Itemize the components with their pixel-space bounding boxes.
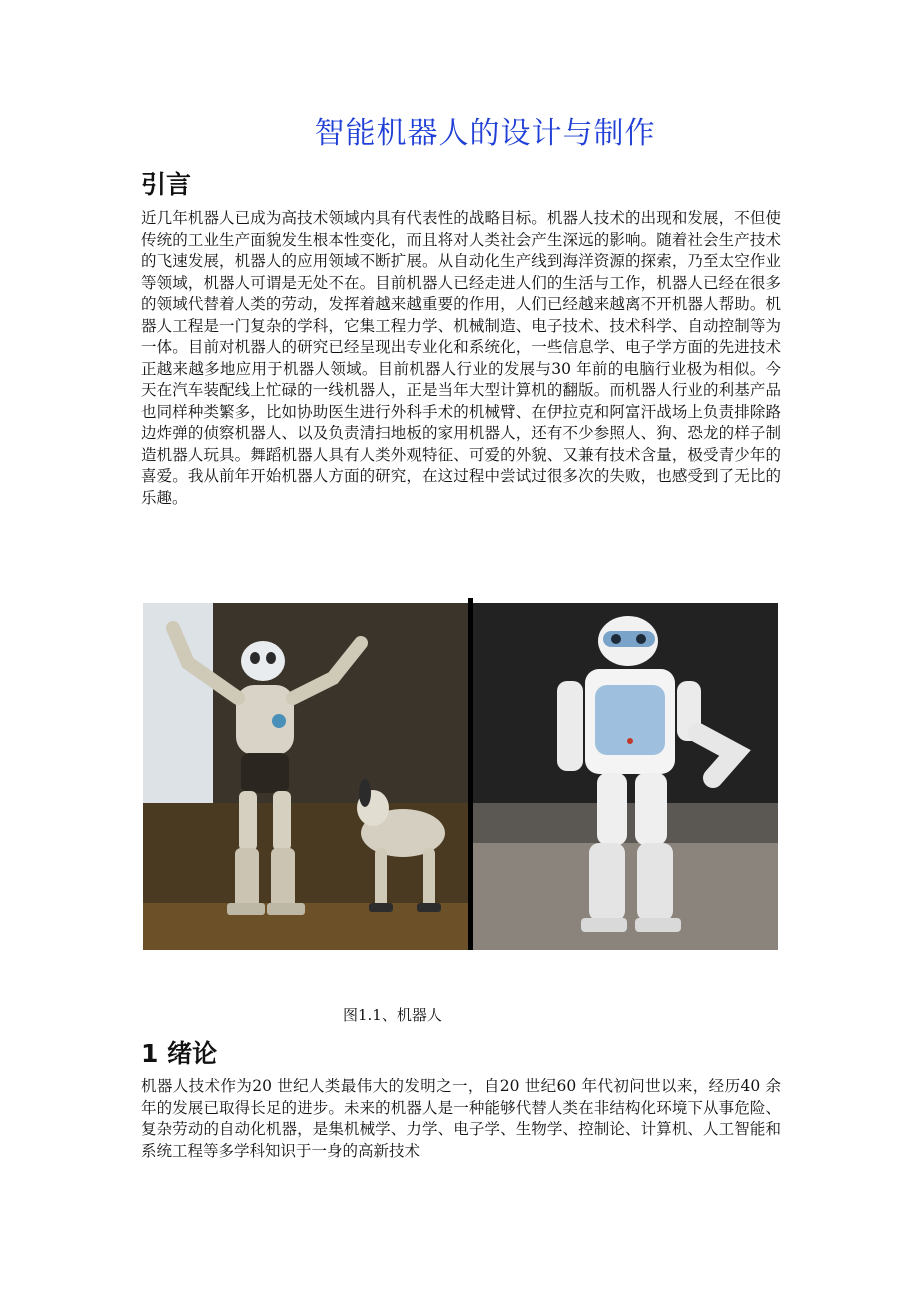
intro-paragraph: 近几年机器人已成为高技术领域内具有代表性的战略目标。机器人技术的出现和发展，不但使传统的工业生产面貌发生根本性变化，而且将对人类社会产生深远的影响。随着社会生产技术的飞速发展，机器人的应用领域不断扩展。从自动化生产线到海洋资源的探索，乃至太空作业等领域，机器人可谓是无处不在。目前机器人已经走进人们的生活与工作，机器人已经在很多的领域代替着人类的劳动，发挥着越来越重要的作用，人们已经越来越离不开机器人帮助。机器人工程是一门复杂的学科，它集工程力学、机械制造、电子技术、技术科学、自动控制等为一体。目前对机器人的研究已经呈现出专业化和系统化，一些信息学、电子学方面的先进技术正越来越多地应用于机器人领域。目前机器人行业的发展与30 年前的电脑行业极为相似。今天在汽车装配线上忙碌的一线机器人，正是当年大型计算机的翻版。而机器人行业的利基产品也同样种类繁多，比如协助医生进行外科手术的机械臂、在伊拉克和阿富汗战场上负责排除路边炸弹的侦察机器人、以及负责清扫地板的家用机器人，还有不少参照人、狗、恐龙的样子制造机器人玩具。舞蹈机器人具有人类外观特征、可爱的外貌、又兼有技术含量，极受青少年的喜爱。我从前年开始机器人方面的研究，在这过程中尝试过很多次的失败，也感受到了无比的乐趣。	[141, 209, 781, 507]
robot-photo-figure	[143, 598, 778, 950]
section-heading-introduction: 1 绪论	[141, 1039, 218, 1068]
humanoid-robot-photo	[473, 603, 778, 950]
section-heading-intro: 引言	[141, 170, 192, 199]
introduction-paragraph: 机器人技术作为20 世纪人类最伟大的发明之一，自20 世纪60 年代初问世以来，经历40 余年的发展已取得长足的进步。未来的机器人是一种能够代替人类在非结构化环境下从事危险、复杂劳动的自动化机器，是集机械学、力学、电子学、生物学、控制论、计算机、人工智能和系统工程等多学科知识于一身的高新技术	[141, 1077, 781, 1160]
dancing-robot-photo	[143, 603, 468, 950]
figure-caption: 图1.1、机器人	[343, 1006, 442, 1024]
page-title: 智能机器人的设计与制作	[314, 116, 656, 151]
